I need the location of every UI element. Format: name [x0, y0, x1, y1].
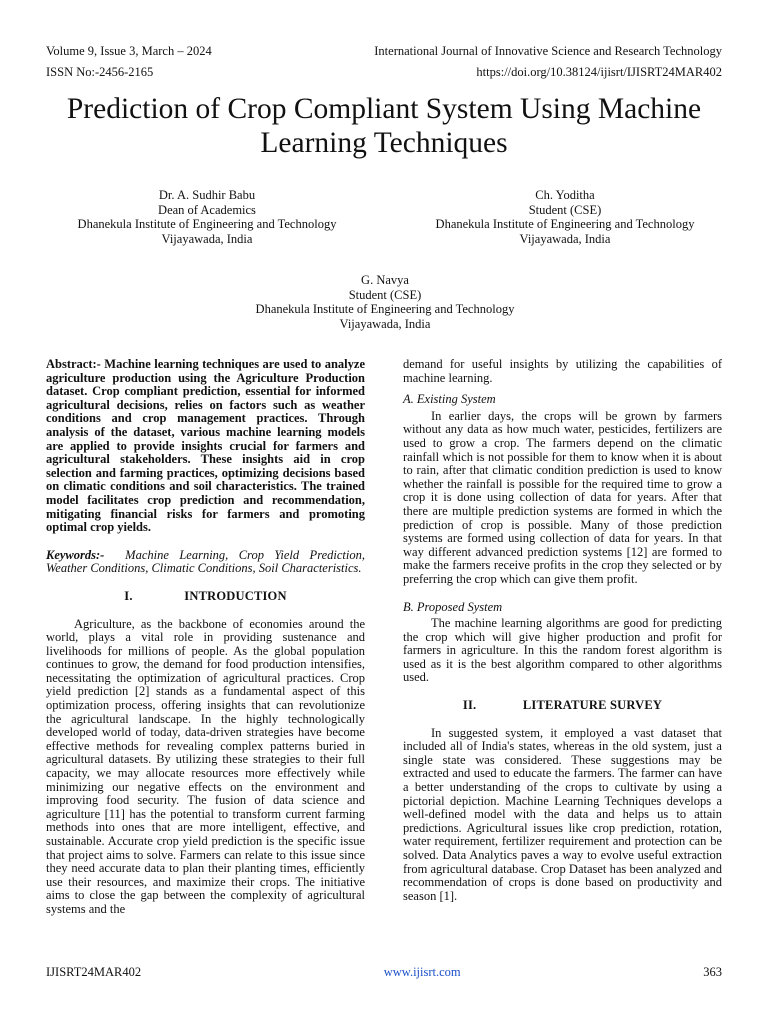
author-affiliation: Dhanekula Institute of Engineering and Technology: [255, 302, 515, 316]
paper-title: Prediction of Crop Compliant System Using Machine Learning Techniques: [66, 93, 702, 159]
section-title: INTRODUCTION: [184, 588, 287, 603]
running-header-top: [46, 43, 722, 59]
author-block: [420, 188, 710, 246]
right-column: [403, 358, 722, 903]
author-role: Student (CSE): [528, 202, 602, 217]
volume-info: Volume 9, Issue 3, March – 2024: [46, 44, 212, 58]
author-location: Vijayawada, India: [339, 316, 431, 331]
journal-name: International Journal of Innovative Science and Research Technology: [374, 44, 722, 58]
section-title: LITERATURE SURVEY: [522, 698, 663, 713]
author-block: [62, 188, 352, 246]
paper-id: IJISRT24MAR402: [46, 965, 142, 979]
subsection-heading-existing: A. Existing System: [403, 392, 496, 407]
doi-link[interactable]: https://doi.org/10.38124/ijisrt/IJISRT24MAR402: [476, 65, 722, 79]
keywords-text: Machine Learning, Crop Yield Prediction, Weather Conditions, Climatic Conditions, Soil Characteristics.: [46, 547, 365, 576]
proposed-system-paragraph: The machine learning algorithms are good for predicting the crop which will give higher production and profit for farmers in agriculture. In this the random forest algorithm is used as it is the best algorithm compared to other algorithms used.: [403, 616, 722, 685]
keywords: [46, 549, 365, 576]
author-location: Vijayawada, India: [519, 231, 611, 246]
section-number: I.: [124, 588, 133, 603]
author-name: Dr. A. Sudhir Babu: [158, 188, 256, 202]
section-heading-literature: [403, 699, 722, 713]
page-footer: [46, 965, 722, 980]
section-number: II.: [462, 698, 477, 713]
introduction-paragraph: Agriculture, as the backbone of economies around the world, plays a vital role in providing sustenance and livelihoods for millions of people. As the global population continues to grow, the demand for food production intensifies, necessitating the optimization of agricultural practices. Crop yield prediction [2] stands as a fundamental aspect of this optimization process, offering insights that can revolutionize the agricultural landscape. In the highly technologically developed world of today, data-driven strategies have become effective methods for revealing complex patterns buried in agricultural datasets. By utilizing these strategies to their full capacity, we may allocate resources more effectively while minimizing our negative effects on the environment and improving food security. The fusion of data science and agriculture [11] has the potential to transform current farming methods into ones that are more intelligent, effective, and sustainable. Accurate crop yield prediction is the specific issue that project aims to solve. Farmers can relate to this issue since they need accurate data to plan their planting times, efficiently use their resources, and maximize their crops. The initiative aims to close the gap between the complexity of agricultural systems and the: [46, 616, 365, 916]
author-name: Ch. Yoditha: [535, 188, 595, 202]
website-link[interactable]: www.ijisrt.com: [383, 965, 461, 979]
author-affiliation: Dhanekula Institute of Engineering and Technology: [435, 217, 695, 231]
author-role: Dean of Academics: [158, 202, 256, 217]
left-column: [46, 358, 365, 917]
author-affiliation: Dhanekula Institute of Engineering and Technology: [77, 217, 337, 231]
page-number: 363: [703, 965, 722, 979]
author-block: [240, 273, 530, 331]
subsection-heading-proposed: B. Proposed System: [403, 599, 503, 614]
introduction-continuation: demand for useful insights by utilizing the capabilities of machine learning.: [403, 357, 722, 385]
author-location: Vijayawada, India: [161, 231, 253, 246]
author-role: Student (CSE): [348, 287, 422, 302]
existing-system-paragraph: In earlier days, the crops will be grown by farmers without any data as how much water, pesticides, fertilizers are used to grow a crop. The farmers depend on the climatic rainfall which is not possible for them to know when it is about to rain, after that climatic condition prediction is used to know whether the rainfall is possible for the required time to grow a crop it is done using collection of data for years. After that there are multiple prediction systems are formed in which the prediction of crop is possible. Many of those prediction systems are formed using collection of data for years. In that way different advanced prediction systems [12] are formed to make the farmers receive profits in the crop they selected or by preferring the crop which can give them profit.: [403, 408, 722, 586]
issn: ISSN No:-2456-2165: [46, 65, 154, 79]
author-name: G. Navya: [361, 273, 409, 287]
keywords-label: Keywords:-: [46, 547, 105, 562]
running-header-bottom: [46, 64, 722, 80]
section-heading-introduction: [46, 590, 365, 604]
abstract: Abstract:- Machine learning techniques are used to analyze agriculture production using the Agriculture Production dataset. Crop compliant prediction, essential for informed agricultural decisions, relies on factors such as weather conditions and crop management practices. Through analysis of the dataset, various machine learning models are applied to provide insights crucial for farmers and agricultural stakeholders. These insights aid in crop selection and farming practices, optimizing decisions based on climatic conditions and soil characteristics. The trained model facilitates crop prediction and recommendation, mitigating financial risks for farmers and promoting optimal crop yields.: [46, 357, 365, 535]
literature-paragraph: In suggested system, it employed a vast dataset that included all of India's states, whereas in the old system, just a single state was considered. These suggestions may be extracted and used to educate the farmers. The farmer can have a better understanding of the crops to cultivate by using a pictorial depiction. Machine Learning Techniques develops a well-defined model with the data and helps us to attain predictions. Agricultural issues like crop prediction, rotation, water requirement, fertilizer requirement and protection can be solved. Data Analytics paves a way to evolve useful extraction from agricultural database. Crop Dataset has been analyzed and recommendation of crops is done based on productivity and season [1].: [403, 725, 722, 903]
